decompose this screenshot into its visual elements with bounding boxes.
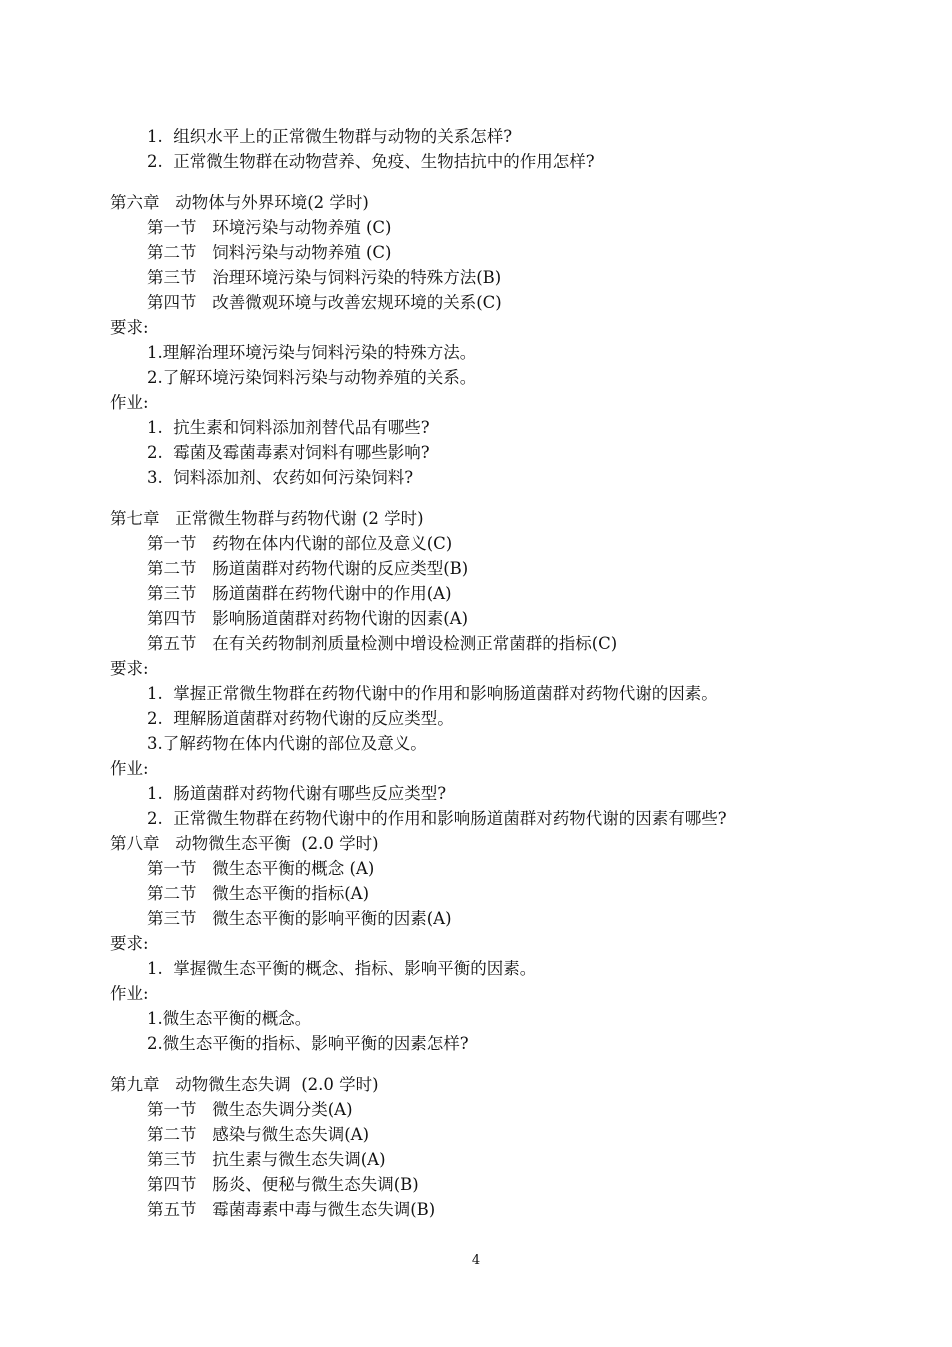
requirements-label: 要求: xyxy=(110,934,149,953)
chapter-9-title: 第九章 动物微生态失调 (2.0 学时) xyxy=(110,1075,379,1094)
section-item: 第五节 在有关药物制剂质量检测中增设检测正常菌群的指标(C) xyxy=(147,634,618,653)
page-number: 4 xyxy=(471,1253,481,1268)
section-item: 第一节 环境污染与动物养殖 (C) xyxy=(147,218,392,237)
section-item: 第四节 肠炎、便秘与微生态失调(B) xyxy=(147,1175,419,1194)
section-item: 第二节 饲料污染与动物养殖 (C) xyxy=(147,243,392,262)
requirement-item: 3.了解药物在体内代谢的部位及意义。 xyxy=(147,734,427,753)
homework-item: 1. 抗生素和饲料添加剂替代品有哪些? xyxy=(147,418,430,437)
homework-item: 1. 肠道菌群对药物代谢有哪些反应类型? xyxy=(147,784,447,803)
section-item: 第一节 药物在体内代谢的部位及意义(C) xyxy=(147,534,453,553)
chapter-8-title: 第八章 动物微生态平衡 (2.0 学时) xyxy=(110,834,379,853)
homework-item: 3. 饲料添加剂、农药如何污染饲料? xyxy=(147,468,414,487)
homework-label: 作业: xyxy=(110,984,149,1003)
requirements-label: 要求: xyxy=(110,318,149,337)
section-item: 第二节 感染与微生态失调(A) xyxy=(147,1125,370,1144)
homework-item: 1. 组织水平上的正常微生物群与动物的关系怎样? xyxy=(147,127,513,146)
section-item: 第五节 霉菌毒素中毒与微生态失调(B) xyxy=(147,1200,436,1219)
requirement-item: 2. 理解肠道菌群对药物代谢的反应类型。 xyxy=(147,709,454,728)
homework-item: 2. 霉菌及霉菌毒素对饲料有哪些影响? xyxy=(147,443,430,462)
section-item: 第三节 治理环境污染与饲料污染的特殊方法(B) xyxy=(147,268,502,287)
section-item: 第三节 微生态平衡的影响平衡的因素(A) xyxy=(147,909,452,928)
chapter-7-title: 第七章 正常微生物群与药物代谢 (2 学时) xyxy=(110,509,424,528)
homework-item: 2. 正常微生物群在药物代谢中的作用和影响肠道菌群对药物代谢的因素有哪些? xyxy=(147,809,727,828)
requirement-item: 1. 掌握微生态平衡的概念、指标、影响平衡的因素。 xyxy=(147,959,537,978)
requirements-label: 要求: xyxy=(110,659,149,678)
section-item: 第一节 微生态平衡的概念 (A) xyxy=(147,859,375,878)
section-item: 第四节 改善微观环境与改善宏规环境的关系(C) xyxy=(147,293,502,312)
homework-item: 2. 正常微生物群在动物营养、免疫、生物拮抗中的作用怎样? xyxy=(147,152,595,171)
homework-label: 作业: xyxy=(110,393,149,412)
section-item: 第二节 肠道菌群对药物代谢的反应类型(B) xyxy=(147,559,469,578)
section-item: 第三节 抗生素与微生态失调(A) xyxy=(147,1150,386,1169)
chapter-6-title: 第六章 动物体与外界环境(2 学时) xyxy=(110,193,369,212)
homework-label: 作业: xyxy=(110,759,149,778)
section-item: 第四节 影响肠道菌群对药物代谢的因素(A) xyxy=(147,609,469,628)
requirement-item: 1.理解治理环境污染与饲料污染的特殊方法。 xyxy=(147,343,477,362)
homework-item: 1.微生态平衡的概念。 xyxy=(147,1009,312,1028)
requirement-item: 1. 掌握正常微生物群在药物代谢中的作用和影响肠道菌群对药物代谢的因素。 xyxy=(147,684,718,703)
section-item: 第二节 微生态平衡的指标(A) xyxy=(147,884,370,903)
section-item: 第三节 肠道菌群在药物代谢中的作用(A) xyxy=(147,584,452,603)
homework-item: 2.微生态平衡的指标、影响平衡的因素怎样? xyxy=(147,1034,469,1053)
requirement-item: 2.了解环境污染饲料污染与动物养殖的关系。 xyxy=(147,368,477,387)
section-item: 第一节 微生态失调分类(A) xyxy=(147,1100,353,1119)
